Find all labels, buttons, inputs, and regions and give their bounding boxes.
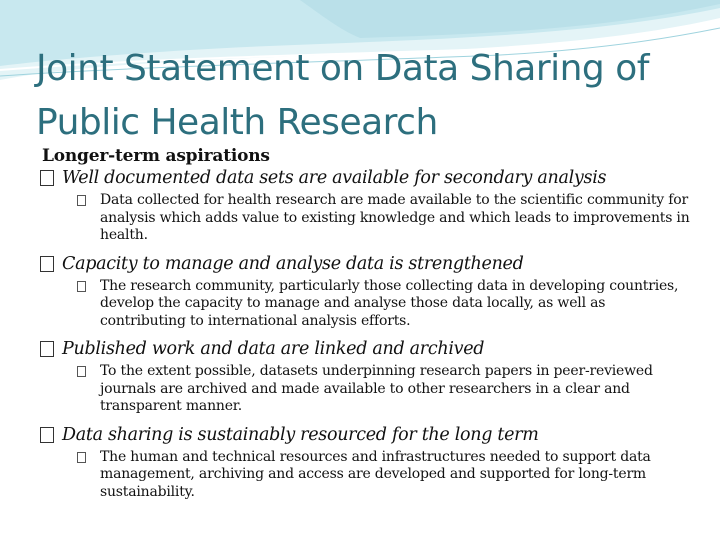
- bullet-heading: Capacity to manage and analyse data is strengthened: [62, 253, 524, 274]
- sub-bullet-box-icon: [77, 452, 86, 463]
- slide-title: Joint Statement on Data Sharing of Public Health Research: [36, 48, 649, 143]
- bullet-box-icon: [40, 170, 54, 186]
- sub-bullet-item-2: [77, 278, 690, 331]
- subheading: Longer-term aspirations: [42, 146, 270, 166]
- sub-bullet-item-1: [77, 192, 690, 245]
- sub-bullet-item-4: [77, 449, 690, 502]
- sub-bullet-item-3: [77, 363, 690, 416]
- bullet-item-2: [40, 254, 690, 274]
- bullet-box-icon: [40, 256, 54, 272]
- sub-bullet-box-icon: [77, 366, 86, 377]
- sub-bullet-text: Data collected for health research are made available to the scientific community for analysis which adds value to existing knowledge and which leads to improvements in health.: [100, 192, 690, 243]
- bullet-box-icon: [40, 427, 54, 443]
- slide-body: [40, 146, 690, 501]
- bullet-heading: Data sharing is sustainably resourced for the long term: [62, 424, 539, 445]
- bullet-heading: Well documented data sets are available for secondary analysis: [62, 168, 607, 188]
- sub-bullet-text: To the extent possible, datasets underpinning research papers in peer-reviewed journals are archived and made available to other researchers in a clear and transparent manner.: [100, 363, 653, 414]
- bullet-item-4: [40, 425, 690, 445]
- bullet-item-3: [40, 339, 690, 359]
- bullet-box-icon: [40, 341, 54, 357]
- sub-bullet-text: The human and technical resources and infrastructures needed to support data management, archiving and access are developed and supported for long-term sustainability.: [100, 448, 651, 500]
- sub-bullet-text: The research community, particularly those collecting data in developing countries, develop the capacity to manage and analyse those data locally, as well as contributing to international analysis efforts.: [100, 277, 679, 329]
- bullet-heading: Published work and data are linked and archived: [62, 339, 485, 359]
- sub-bullet-box-icon: [77, 195, 86, 206]
- bullet-item-1: [40, 168, 690, 188]
- sub-bullet-box-icon: [77, 281, 86, 292]
